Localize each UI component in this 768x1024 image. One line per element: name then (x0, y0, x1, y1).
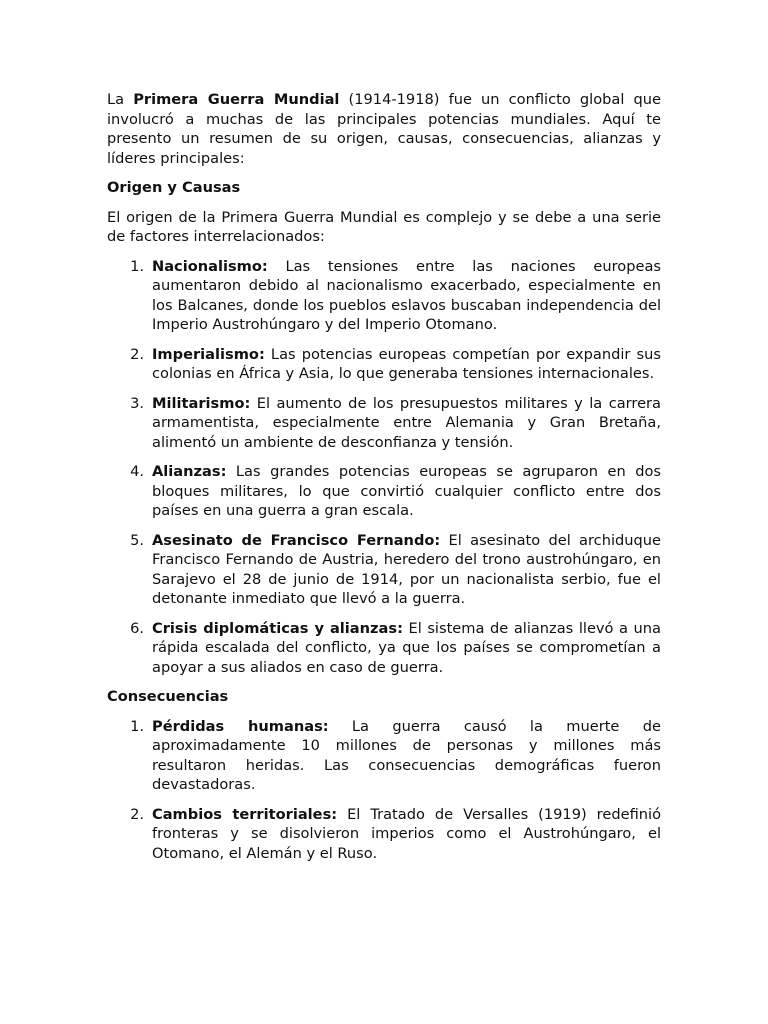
list-number: 2. (130, 345, 144, 363)
section-heading-origin: Origen y Causas (107, 179, 241, 196)
consequences-list (107, 717, 661, 864)
list-text: Las tensiones entre las naciones europeas aumentaron debido al nacionalismo exacerbado, especialmente en los Balcanes, donde los pueblos eslavos buscaban independencia del Imperio Austrohúngaro y del Imperio Otomano. (152, 257, 661, 333)
intro-paragraph (107, 90, 661, 168)
list-number: 3. (130, 394, 144, 412)
list-term: Nacionalismo: (152, 257, 268, 275)
intro-title-bold: Primera Guerra Mundial (133, 91, 340, 108)
list-text: Las potencias europeas competían por expandir sus colonias en África y Asia, lo que generaba tensiones internacionales. (152, 345, 661, 382)
causes-list (107, 257, 661, 678)
list-text: El asesinato del archiduque Francisco Fernando de Austria, heredero del trono austrohúngaro, en Sarajevo el 28 de junio de 1914, por un nacionalista serbio, fue el detonante inmediato que llevó a la guerra. (152, 531, 661, 607)
list-item (107, 345, 661, 384)
list-item (107, 394, 661, 453)
list-text: El sistema de alianzas llevó a una rápida escalada del conflicto, ya que los países se comprometían a apoyar a sus aliados en caso de guerra. (152, 619, 661, 676)
list-text: La guerra causó la muerte de aproximadamente 10 millones de personas y millones más resultaron heridas. Las consecuencias demográficas fueron devastadoras. (152, 717, 661, 793)
list-item (107, 462, 661, 521)
list-text: El aumento de los presupuestos militares y la carrera armamentista, especialmente entre Alemania y Gran Bretaña, alimentó un ambiente de desconfianza y tensión. (152, 394, 661, 451)
list-number: 6. (130, 619, 144, 637)
list-text: El Tratado de Versalles (1919) redefinió fronteras y se disolvieron imperios como el Austrohúngaro, el Otomano, el Alemán y el Ruso. (152, 805, 661, 862)
document-page (107, 90, 661, 873)
section-lead-origin: El origen de la Primera Guerra Mundial es complejo y se debe a una serie de factores interrelacionados: (107, 208, 661, 245)
intro-pre: La (107, 91, 134, 108)
list-text: Las grandes potencias europeas se agruparon en dos bloques militares, lo que convirtió cualquier conflicto entre dos países en una guerra a gran escala. (152, 463, 661, 519)
list-term: Imperialismo: (152, 345, 265, 363)
list-term: Asesinato de Francisco Fernando: (152, 531, 441, 549)
list-number: 4. (130, 463, 144, 480)
list-item (107, 805, 661, 864)
list-term: Alianzas: (152, 463, 227, 480)
list-item (107, 257, 661, 335)
list-term: Crisis diplomáticas y alianzas: (152, 619, 403, 637)
list-number: 1. (130, 717, 144, 735)
list-term: Pérdidas humanas: (152, 717, 329, 735)
list-number: 5. (130, 531, 144, 549)
section-heading-consequences: Consecuencias (107, 688, 229, 705)
list-number: 2. (130, 805, 144, 823)
list-term: Cambios territoriales: (152, 805, 338, 823)
intro-post: (1914-1918) fue un conflicto global que involucró a muchas de las principales potencias mundiales. Aquí te presento un resumen de su origen, causas, consecuencias, alianzas y líderes principales: (107, 91, 661, 167)
list-number: 1. (130, 257, 144, 275)
list-term: Militarismo: (152, 394, 251, 412)
list-item (107, 717, 661, 795)
list-item (107, 531, 661, 609)
list-item (107, 619, 661, 678)
